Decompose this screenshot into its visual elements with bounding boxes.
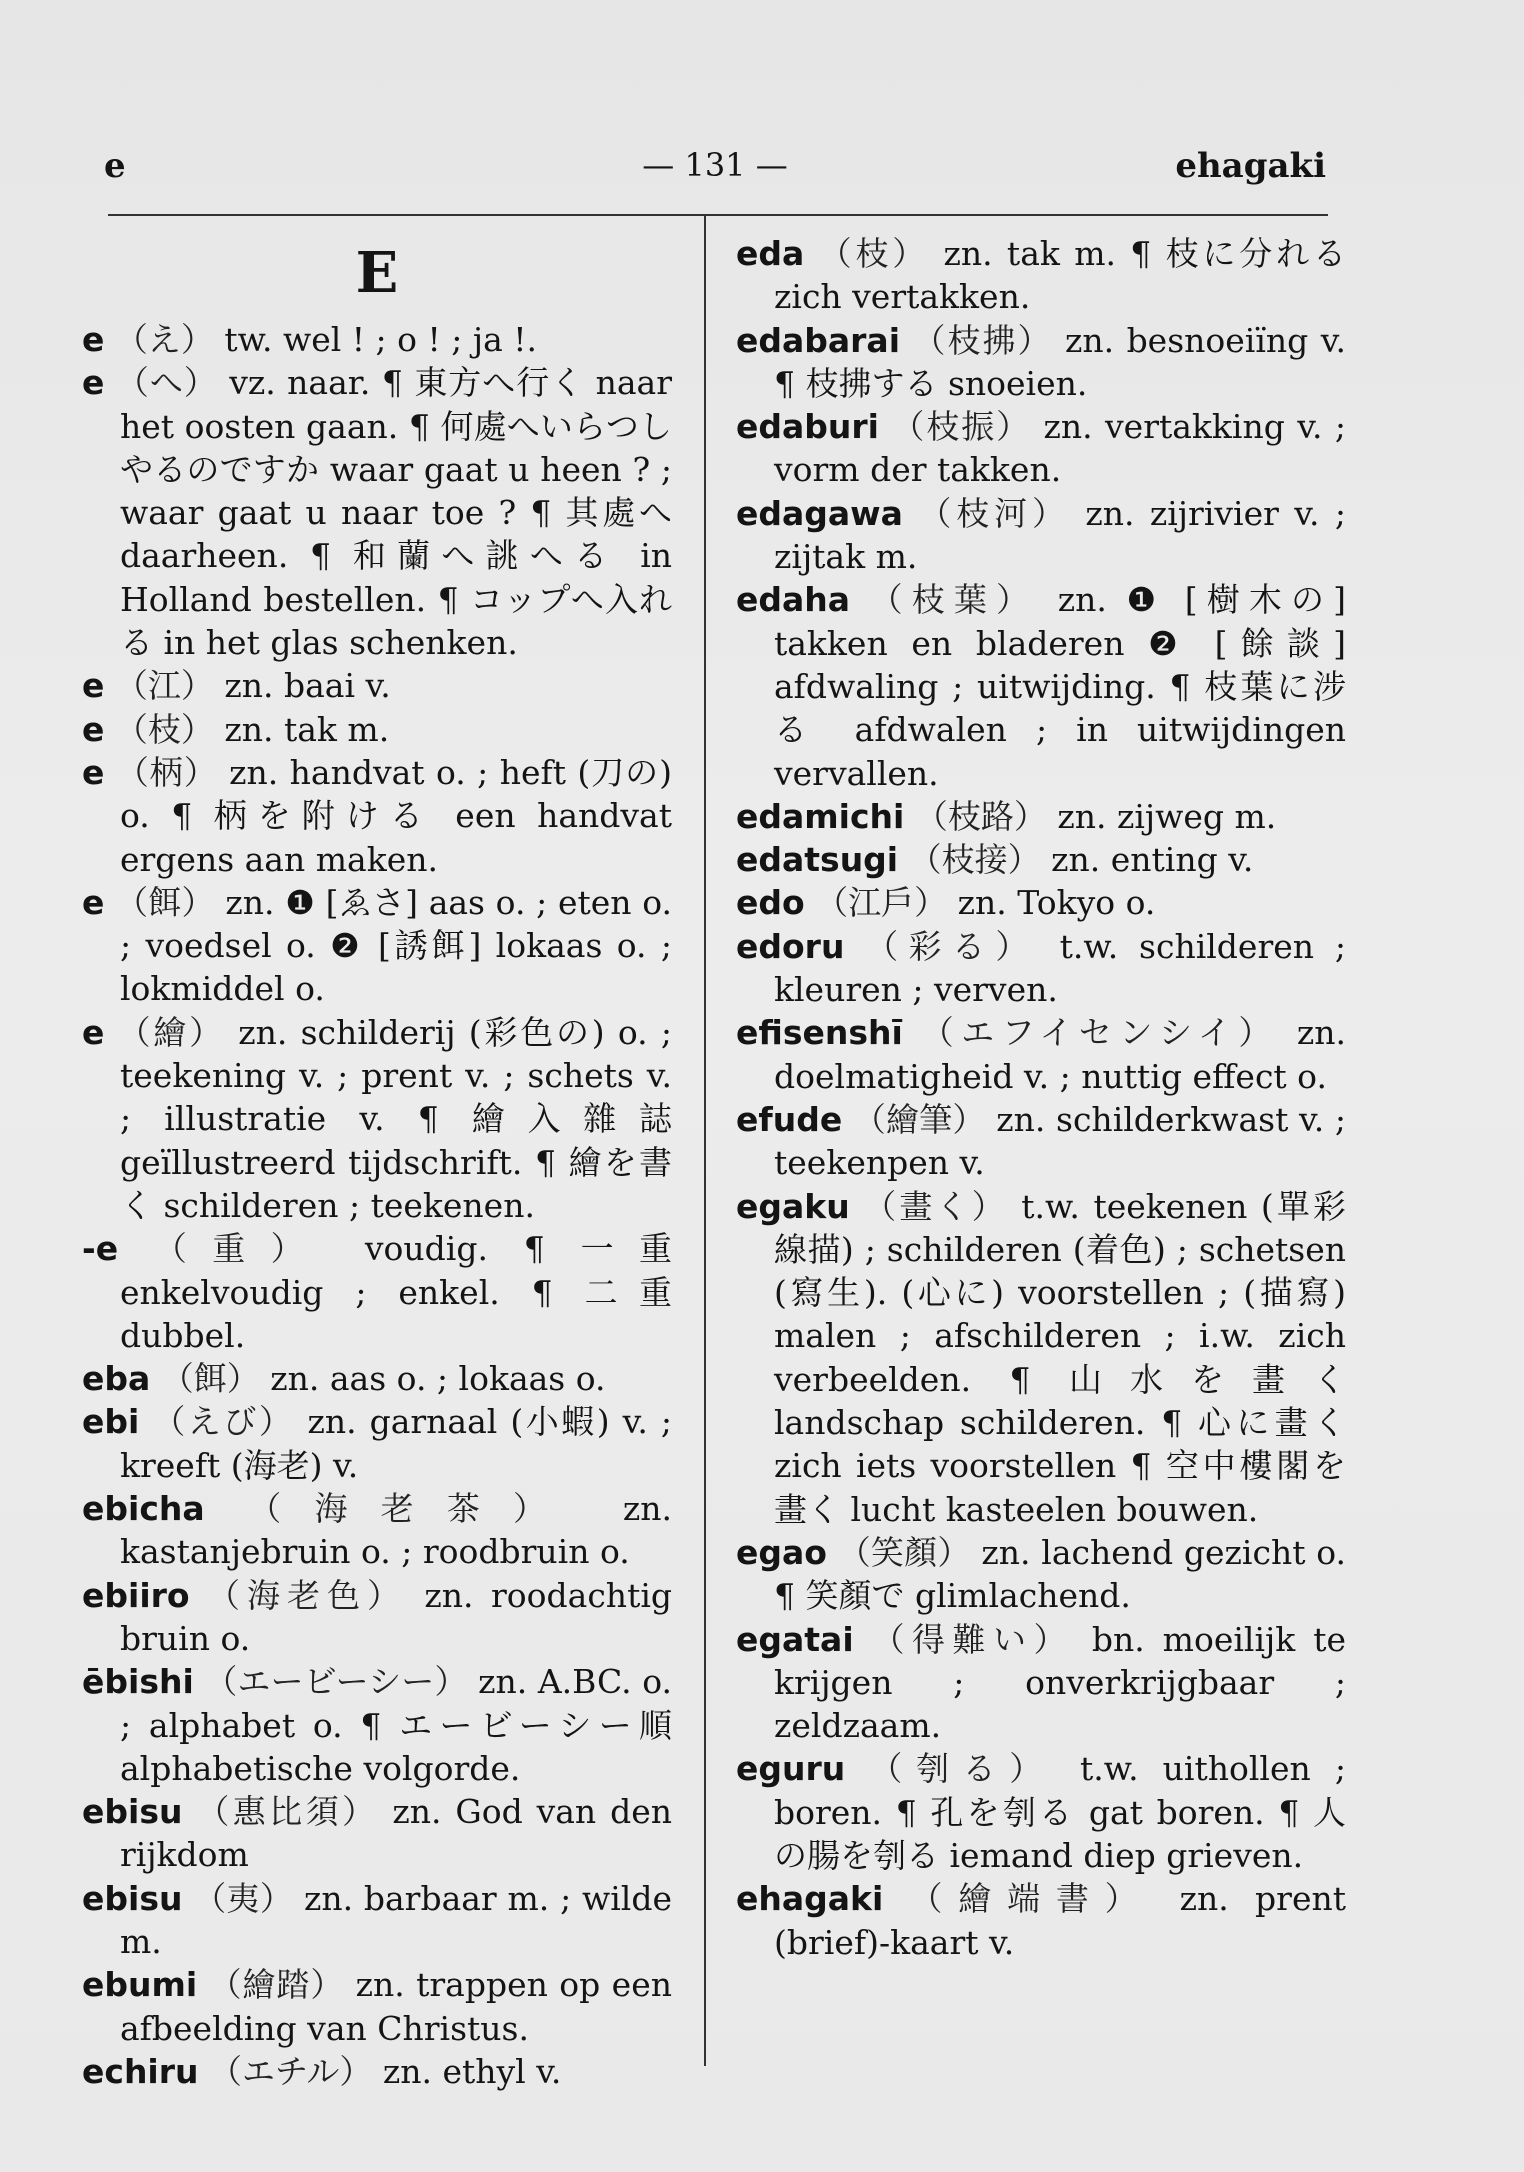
entry-definition: t.w. teekenen (單彩線描) ; schilderen (着色) ; schetsen (寫生). (心に) voorstellen ; (描寫) malen ; afschilderen ; i.w. zich verbeelden. ¶ 山水を畫く landschap schilderen. ¶ 心に畫く zich iets voorstellen ¶ 空中樓閣を畫く lucht kasteelen bouwen.	[774, 1186, 1346, 1529]
entry-definition: zn. garnaal (小蝦) v. ; kreeft (海老) v.	[120, 1402, 672, 1485]
entry-kanji: （江戶）	[804, 883, 958, 923]
entry-headword: echiru	[82, 2051, 199, 2091]
entry-kanji: （繪端書）	[883, 1879, 1180, 1919]
entry-definition: t.w. schilderen ; kleuren ; verven.	[774, 926, 1346, 1010]
guide-word-left: e	[104, 146, 126, 186]
entry-definition: t.w. uithollen ; boren. ¶ 孔を刳る gat boren. ¶ 人の腸を刳る iemand diep grieven.	[774, 1749, 1346, 1875]
entry-definition: zn. zijweg m.	[1057, 796, 1277, 836]
entry-headword: e	[82, 752, 105, 792]
entry-definition: zn. Tokyo o.	[957, 883, 1156, 923]
dictionary-entry	[736, 925, 1346, 1012]
dictionary-entry	[82, 1227, 672, 1357]
entry-headword: edaburi	[736, 407, 879, 447]
entry-headword: e	[82, 1012, 105, 1052]
dictionary-entry	[82, 751, 672, 881]
dictionary-entry	[82, 1487, 672, 1574]
entry-headword: egao	[736, 1532, 827, 1572]
entry-definition: zn. enting v.	[1051, 840, 1254, 880]
dictionary-entry	[736, 1618, 1346, 1748]
dictionary-entry	[736, 838, 1346, 881]
entry-kanji: （笑顏）	[826, 1532, 982, 1572]
dictionary-entry	[736, 232, 1346, 319]
entry-kanji: （江）	[104, 666, 225, 706]
entry-headword: egatai	[736, 1619, 854, 1659]
entry-headword: edabarai	[736, 320, 901, 360]
dictionary-entry	[736, 405, 1346, 492]
dictionary-entry	[736, 1531, 1346, 1618]
entry-kanji: （枝拂）	[900, 320, 1065, 360]
entry-definition: bn. moeilijk te krijgen ; onverkrijgbaar ; zeldzaam.	[774, 1619, 1347, 1746]
entry-kanji: （枝路）	[904, 796, 1058, 836]
page-number: — 131 —	[642, 146, 788, 184]
entry-headword: edamichi	[736, 796, 905, 836]
dictionary-entry	[736, 1011, 1346, 1098]
dictionary-entry	[736, 1747, 1346, 1877]
entry-kanji: （エチル）	[198, 2051, 383, 2091]
dictionary-entry	[736, 492, 1346, 579]
entry-headword: ebisu	[82, 1792, 183, 1832]
entry-kanji: （繪）	[104, 1012, 239, 1052]
entry-definition: zn. ❶ [ゑさ] aas o. ; eten o. ; voedsel o. ❷ [誘餌] lokaas o. ; lokmiddel o.	[120, 882, 672, 1009]
entry-headword: e	[82, 363, 105, 403]
entry-kanji: （枝振）	[878, 407, 1044, 447]
entry-headword: ēbishi	[82, 1662, 194, 1702]
dictionary-entry	[736, 1098, 1346, 1185]
entry-headword: ebicha	[82, 1489, 205, 1529]
entry-kanji: （柄）	[104, 752, 230, 792]
dictionary-entry	[82, 361, 672, 664]
entry-kanji: （繪踏）	[197, 1965, 356, 2005]
entry-kanji: （え）	[104, 320, 225, 359]
dictionary-entry	[736, 1877, 1346, 1964]
dictionary-entry	[736, 578, 1346, 794]
dictionary-entry	[736, 795, 1346, 838]
entry-definition: tw. wel ! ; o ! ; ja !.	[224, 320, 537, 359]
entry-kanji: （繪筆）	[842, 1099, 997, 1139]
entry-headword: egaku	[736, 1186, 850, 1226]
entry-definition: zn. roodachtig bruin o.	[120, 1575, 673, 1658]
column-divider	[704, 216, 706, 2066]
entry-definition: zn. schilderkwast v. ; teekenpen v.	[774, 1099, 1346, 1183]
entry-kanji: （えび）	[139, 1402, 308, 1442]
entry-headword: eguru	[736, 1749, 846, 1789]
entry-kanji: （刳る）	[845, 1749, 1080, 1789]
entry-kanji: （枝河）	[902, 493, 1086, 533]
dictionary-entry	[82, 2050, 672, 2093]
entry-definition: zn. ethyl v.	[382, 2051, 562, 2091]
entry-definition: zn. doelmatigheid v. ; nuttig effect o.	[774, 1013, 1346, 1096]
dictionary-entry	[82, 1011, 672, 1227]
entry-headword: eba	[82, 1359, 151, 1399]
dictionary-entry	[82, 1963, 672, 2050]
dictionary-entry	[82, 664, 672, 707]
entry-headword: ebisu	[82, 1878, 183, 1918]
entry-kanji: （エフイセンシイ）	[902, 1013, 1297, 1053]
dictionary-entry	[82, 1400, 672, 1487]
left-column	[82, 232, 672, 2093]
entry-definition: zn. trappen op een afbeelding van Christus.	[120, 1965, 672, 2048]
entry-headword: eda	[736, 234, 805, 273]
header-rule	[108, 214, 1328, 216]
running-head	[104, 146, 1326, 196]
entry-headword: e	[82, 882, 105, 922]
left-entries	[82, 318, 672, 2093]
dictionary-entry	[82, 1357, 672, 1400]
dictionary-entry	[82, 318, 672, 361]
right-entries	[736, 232, 1346, 1964]
entry-headword: ehagaki	[736, 1879, 884, 1919]
entry-definition: zn. schilderij (彩色の) o. ; teekening v. ; prent v. ; schets v. ; illustratie v. ¶ 繪入雜誌 geïllustreerd tijdschrift. ¶ 繪を書く schilderen ; teekenen.	[120, 1012, 673, 1225]
entry-kanji: （枝）	[104, 709, 225, 749]
entry-kanji: （海老色）	[189, 1575, 425, 1615]
entry-headword: e	[82, 320, 105, 359]
entry-definition: zn. kastanjebruin o. ; roodbruin o.	[120, 1489, 672, 1572]
entry-headword: ebumi	[82, 1965, 198, 2005]
entry-definition: voudig. ¶ 一重 enkelvoudig ; enkel. ¶ 二重 dubbel.	[120, 1229, 672, 1355]
dictionary-entry	[82, 1574, 672, 1661]
entry-headword: efisenshī	[736, 1013, 903, 1053]
entry-kanji: （へ）	[104, 363, 230, 403]
entry-headword: edoru	[736, 926, 845, 966]
entry-definition: zn. lachend gezicht o. ¶ 笑顏で glimlachend.	[774, 1532, 1346, 1616]
entry-kanji: （餌）	[104, 882, 226, 922]
entry-headword: edagawa	[736, 493, 903, 533]
entry-headword: ebi	[82, 1402, 140, 1442]
entry-headword: edatsugi	[736, 840, 899, 880]
entry-headword: e	[82, 709, 105, 749]
entry-kanji: （海老茶）	[204, 1489, 623, 1529]
entry-definition: zn. vertakking v. ; vorm der takken.	[774, 407, 1347, 490]
entry-kanji: （餌）	[150, 1359, 271, 1399]
entry-headword: edo	[736, 883, 805, 923]
entry-kanji: （枝接）	[898, 840, 1052, 880]
entry-definition: zn. baai v.	[224, 666, 391, 706]
entry-definition: zn. zijrivier v. ; zijtak m.	[774, 493, 1346, 577]
entry-headword: -e	[82, 1229, 119, 1269]
entry-headword: ebiiro	[82, 1575, 190, 1615]
entry-definition: zn. God van den rijkdom	[120, 1792, 672, 1875]
entry-definition: zn. handvat o. ; heft (刀の) o. ¶ 柄を附ける een handvat ergens aan maken.	[120, 752, 672, 879]
dictionary-entry	[82, 881, 672, 1011]
entry-kanji: （重）	[118, 1229, 365, 1269]
dictionary-entry	[82, 1877, 672, 1964]
entry-definition: zn. ❶ [樹木の] takken en bladeren ❷ [餘談] afdwaling ; uitwijding. ¶ 枝葉に涉る afdwalen ; in uitwijdingen vervallen.	[774, 580, 1346, 793]
entry-headword: efude	[736, 1099, 843, 1139]
dictionary-entry	[736, 319, 1346, 406]
dictionary-entry	[82, 1660, 672, 1790]
dictionary-entry	[82, 708, 672, 751]
right-column	[736, 232, 1346, 1964]
entry-definition: zn. A.BC. o. ; alphabet o. ¶ エービーシー順 alphabetische volgorde.	[120, 1662, 672, 1788]
entry-kanji: （得難い）	[853, 1619, 1092, 1659]
entry-definition: zn. aas o. ; lokaas o.	[270, 1359, 606, 1399]
entry-definition: zn. besnoeiïng v. ¶ 枝拂する snoeien.	[774, 320, 1346, 403]
entry-definition: zn. barbaar m. ; wilde m.	[120, 1878, 672, 1961]
entry-kanji: （枝）	[804, 234, 944, 273]
entry-definition: vz. naar. ¶ 東方へ行く naar het oosten gaan. ¶ 何處へいらつしやるのですか waar gaat u heen ? ; waar gaat u naar toe ? ¶ 其處へ daarheen. ¶ 和蘭へ誂へる in Holland bestellen. ¶ コップへ入れる in het glas schenken.	[120, 363, 672, 663]
entry-definition: zn. tak m. ¶ 枝に分れる zich vertakken.	[774, 234, 1346, 317]
dictionary-entry	[82, 1790, 672, 1877]
guide-word-right: ehagaki	[1175, 146, 1326, 186]
dictionary-entry	[736, 1185, 1346, 1531]
entry-headword: e	[82, 666, 105, 706]
entry-definition: zn. tak m.	[224, 709, 390, 749]
entry-kanji: （枝葉）	[850, 580, 1058, 620]
entry-kanji: （エービーシー）	[193, 1662, 479, 1702]
entry-headword: edaha	[736, 580, 851, 620]
entry-definition: zn. prent (brief)-kaart v.	[774, 1879, 1347, 1962]
entry-kanji: （夷）	[182, 1878, 304, 1918]
entry-kanji: （惠比須）	[182, 1792, 393, 1832]
dictionary-entry	[736, 881, 1346, 924]
entry-kanji: （畫く）	[849, 1186, 1022, 1226]
section-letter: E	[355, 240, 399, 306]
entry-kanji: （彩る）	[844, 926, 1060, 966]
